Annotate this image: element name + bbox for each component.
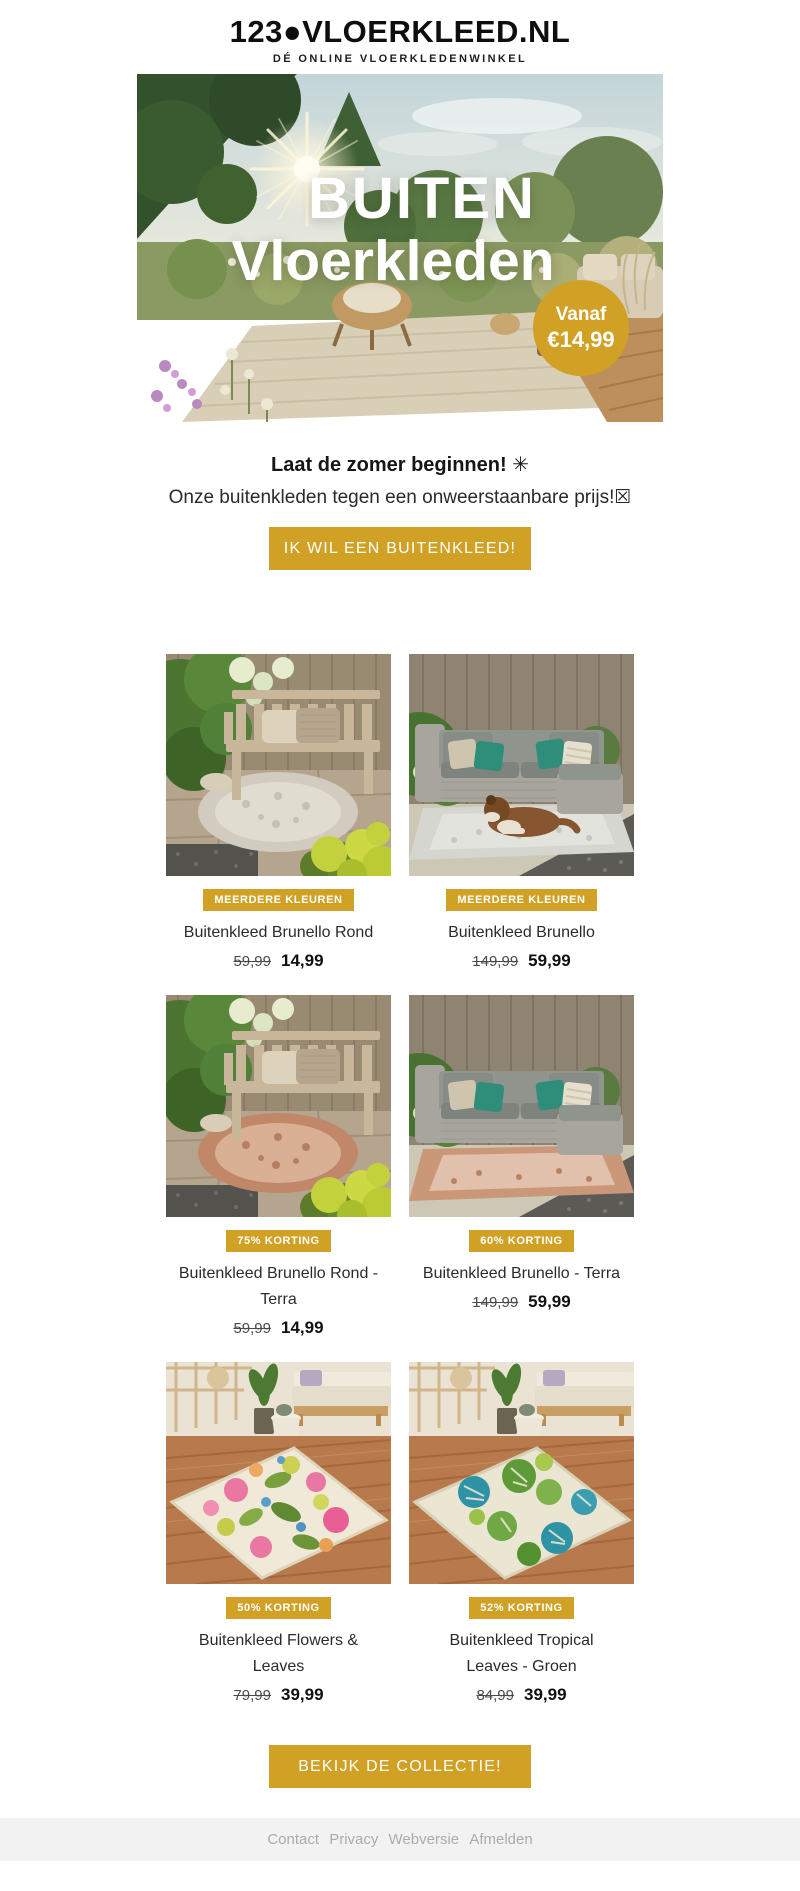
product-photo-terra-rug-sofa [409,995,634,1217]
product-photo-round-gray-rug [166,654,391,876]
product-badge: MEERDERE KLEUREN [446,889,596,911]
product-card [409,995,634,1338]
product-title[interactable]: Buitenkleed Brunello Rond [183,924,374,941]
product-old-price: 84,99 [476,1687,514,1704]
product-card [166,1362,391,1705]
product-image-tropical-leaves[interactable] [409,1362,634,1584]
product-image-brunello-rond-terra[interactable] [166,995,391,1217]
product-badge: 52% KORTING [469,1597,573,1619]
intro-heading: Laat de zomer beginnen! ✳ [271,454,529,476]
product-photo-floral-rug [166,1362,391,1584]
product-card [166,654,391,971]
product-card [166,995,391,1338]
product-badge: 75% KORTING [226,1230,330,1252]
product-badge: 50% KORTING [226,1597,330,1619]
product-prices [166,1318,391,1338]
product-badge: 60% KORTING [469,1230,573,1252]
product-image-brunello[interactable] [409,654,634,876]
product-title[interactable]: Buitenkleed Brunello [448,924,595,941]
product-image-brunello-rond[interactable] [166,654,391,876]
intro-subtext: Onze buitenkleden tegen een onweerstaanbare prijs!☒ [168,487,632,508]
product-old-price: 59,99 [233,953,271,970]
product-new-price: 14,99 [281,1318,324,1337]
footer-link-afmelden[interactable]: Afmelden [469,1831,533,1848]
hero-title-line2: Vloerkleden [231,229,555,293]
intro-section [0,452,800,509]
product-photo-gray-rug-sofa-dog [409,654,634,876]
brand-tagline: DÉ ONLINE VLOERKLEDENWINKEL [272,53,528,65]
product-new-price: 39,99 [524,1685,567,1704]
product-new-price: 14,99 [281,951,324,970]
cta-top-button[interactable]: IK WIL EEN BUITENKLEED! [269,527,531,570]
product-prices [166,1685,391,1705]
hero-price-badge [533,280,629,376]
product-photo-tropical-rug [409,1362,634,1584]
product-badge: MEERDERE KLEUREN [203,889,353,911]
product-old-price: 79,99 [233,1687,271,1704]
product-image-flowers-leaves[interactable] [166,1362,391,1584]
product-title[interactable]: Buitenkleed Brunello Rond - Terra [178,1265,379,1308]
product-title[interactable]: Buitenkleed Flowers & Leaves [198,1632,359,1675]
product-card [409,1362,634,1705]
footer-link-webversie[interactable]: Webversie [388,1831,460,1848]
product-card [409,654,634,971]
footer [0,1818,800,1861]
header [0,0,800,65]
footer-link-privacy[interactable]: Privacy [329,1831,379,1848]
product-title[interactable]: Buitenkleed Brunello - Terra [422,1265,621,1282]
product-prices [166,951,391,971]
product-image-brunello-terra[interactable] [409,995,634,1217]
hero-title [137,168,663,292]
hero-title-line1: BUITEN [308,166,536,231]
product-grid [166,654,634,1705]
footer-link-contact[interactable]: Contact [267,1831,320,1848]
hero-banner[interactable] [137,74,663,422]
hero-badge-label: Vanaf [555,303,607,325]
product-new-price: 59,99 [528,1292,571,1311]
product-prices [409,951,634,971]
hero-badge-price: €14,99 [547,326,615,352]
product-new-price: 39,99 [281,1685,324,1704]
cta-bottom-button[interactable]: BEKIJK DE COLLECTIE! [269,1745,531,1788]
product-new-price: 59,99 [528,951,571,970]
product-old-price: 59,99 [233,1320,271,1337]
product-prices [409,1685,634,1705]
product-title[interactable]: Buitenkleed Tropical Leaves - Groen [449,1632,594,1675]
product-prices [409,1292,634,1312]
brand-logo[interactable]: 123●VLOERKLEED.NL [229,14,571,49]
product-photo-round-terra-rug [166,995,391,1217]
product-old-price: 149,99 [472,953,519,970]
product-old-price: 149,99 [472,1294,519,1311]
